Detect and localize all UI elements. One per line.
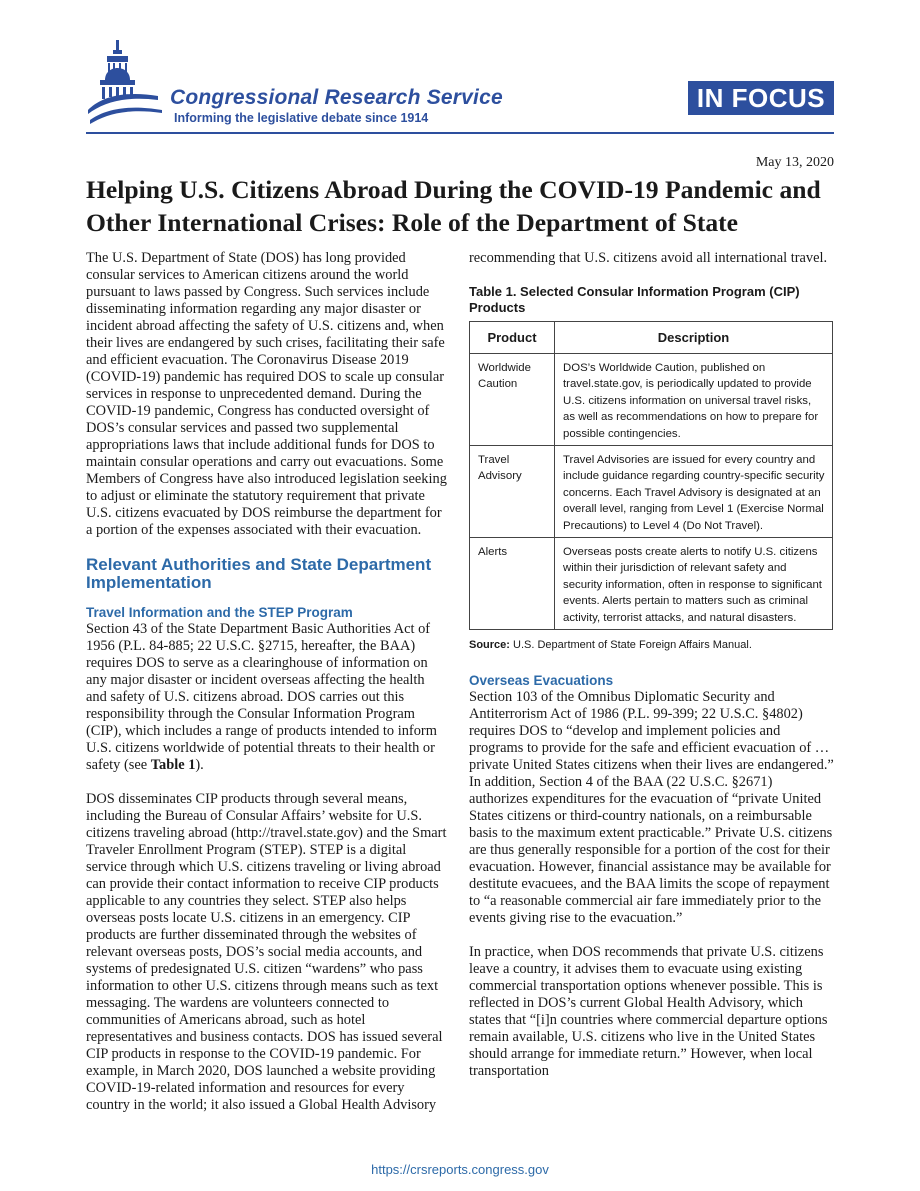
travel-paragraph-2: DOS disseminates CIP products through several means, including the Bureau of Consular Affairs’ website for U.S. citizens traveling abroad (http://travel.state.gov) and the Smart Traveler Enrollment Program (STEP). STEP is a digital service through which U.S. citizens traveling or living abroad can provide their contact information to receive CIP products applicable to any countries they select. STEP also helps overseas posts locate U.S. citizens in an emergency. CIP products are further disseminated through the websites of relevant overseas posts, DOS’s social media accounts, and systems of predesignated U.S. citizen “wardens” who pass information to other U.S. citizens through means such as text messaging. The wardens are volunteers connected to communities of Americans abroad, such as hotel representatives and business contacts. DOS has issued several CIP products in response to the COVID-19 pandemic. For example, in March 2020, DOS launched a website providing COVID-19-related information and resources for every country in the world; it also issued a Global Health Advisory: [86, 791, 447, 1113]
org-name: Congressional Research Service: [170, 86, 503, 109]
travel-paragraph-1: [86, 621, 448, 774]
in-focus-badge: IN FOCUS: [688, 81, 834, 115]
table-row: [470, 538, 833, 630]
column-header-product: Product: [470, 322, 555, 354]
source-label: Source:: [469, 639, 510, 652]
table-header-row: [470, 322, 833, 354]
table-row: [470, 446, 833, 538]
header-rule: [86, 132, 834, 134]
travel-paragraph-1-text: Section 43 of the State Department Basic Authorities Act of 1956 (P.L. 84-885; 22 U.S.C. §2715, hereafter, the BAA) requires DOS to serve as a clearinghouse of information on any major disaster or incident overseas affecting the health and safety of U.S. citizens abroad. DOS carries out this responsibility through the Consular Information Program (CIP), which includes a range of products intended to inform U.S. citizens worldwide of potential threats to their health or safety (see: [86, 621, 437, 773]
report-date: May 13, 2020: [755, 155, 834, 170]
capitol-dome-icon: [86, 40, 166, 132]
table-row: [470, 354, 833, 446]
footer-url[interactable]: https://crsreports.congress.gov: [371, 1162, 549, 1177]
description-cell: DOS’s Worldwide Caution, published on travel.state.gov, is periodically updated to provide U.S. citizens information on universal travel risks, as well as recommendations on how to prepare for possible contingencies.: [555, 354, 833, 446]
evacuation-paragraph-1: Section 103 of the Omnibus Diplomatic Security and Antiterrorism Act of 1986 (P.L. 99-399; 22 U.S.C. §4802) requires DOS to “develop and implement policies and programs to provide for the safe and efficient evacuation of … private United States citizens when their lives are endangered.” In addition, Section 4 of the BAA (22 U.S.C. §2671) authorizes expenditures for the evacuation of “private United States citizens or third-country nationals, on a reimbursable basis to the maximum extent practicable.” Private U.S. citizens are thus generally responsible for a portion of the cost for their evacuation. However, financial assistance may be available for destitute evacuees, and the BAA limits the scope of repayment to “a reasonable commercial air fare immediately prior to the events giving rise to the evacuation.”: [469, 689, 834, 927]
table-caption: Table 1. Selected Consular Information Program (CIP) Products: [469, 284, 800, 315]
report-header: [0, 0, 920, 140]
product-cell: Worldwide Caution: [470, 354, 555, 446]
table-source: [469, 638, 835, 652]
subheading-travel: Travel Information and the STEP Program: [86, 605, 353, 620]
description-cell: Travel Advisories are issued for every country and include guidance regarding country-specific security concerns. Each Travel Advisory is designated at an overall level, ranging from Level 1 (Exercise Normal Precautions) to Level 4 (Do Not Travel).: [555, 446, 833, 538]
right-column: [469, 250, 835, 1097]
travel-paragraph-1-end: ).: [195, 757, 204, 773]
page-title: Helping U.S. Citizens Abroad During the COVID-19 Pandemic and Other International Crises: Role of the Department of State: [86, 175, 821, 237]
product-cell: Travel Advisory: [470, 446, 555, 538]
org-tagline: Informing the legislative debate since 1914: [174, 111, 429, 125]
evacuation-paragraph-2: In practice, when DOS recommends that private U.S. citizens leave a country, it advises them to evacuate using existing commercial transportation options whenever possible. This is reflected in DOS’s current Global Health Advisory, which states that “[i]n countries where commercial departure options remain available, U.S. citizens who live in the United States should arrange for immediate return.” However, when local transportation: [469, 944, 828, 1080]
left-column: [86, 250, 448, 1131]
product-cell: Alerts: [470, 538, 555, 630]
section-heading: Relevant Authorities and State Department Implementation: [86, 555, 432, 592]
source-text: U.S. Department of State Foreign Affairs Manual.: [513, 639, 752, 652]
subheading-evacuations: Overseas Evacuations: [469, 673, 614, 689]
column-header-description: Description: [555, 322, 833, 354]
cip-products-table: [469, 321, 833, 630]
table-reference-link[interactable]: Table 1: [150, 757, 196, 773]
intro-paragraph: The U.S. Department of State (DOS) has long provided consular services to American citizens around the world pursuant to laws passed by Congress. Such services include disseminating information regarding any major disaster or incident abroad affecting the safety of U.S. citizens and, when their lives are endangered by such crises, facilitating their safe and efficient evacuation. The Coronavirus Disease 2019 (COVID-19) pandemic has required DOS to scale up consular services in response to unprecedented demand. During the COVID-19 pandemic, Congress has conducted oversight of DOS’s consular services and passed two supplemental appropriations laws that include additional funds for DOS to maintain consular operations and carry out evacuations. Some Members of Congress have also introduced legislation seeking to adjust or eliminate the statutory requirement that private U.S. citizens evacuated by DOS reimburse the department for a portion of the expenses associated with their evacuation.: [86, 250, 447, 538]
description-cell: Overseas posts create alerts to notify U.S. citizens within their jurisdiction of relevant safety and security information, often in response to significant events. Alerts pertain to matters such as criminal activity, terrorist attacks, and natural disasters.: [555, 538, 833, 630]
travel-paragraph-2-continued: recommending that U.S. citizens avoid all international travel.: [469, 250, 828, 266]
